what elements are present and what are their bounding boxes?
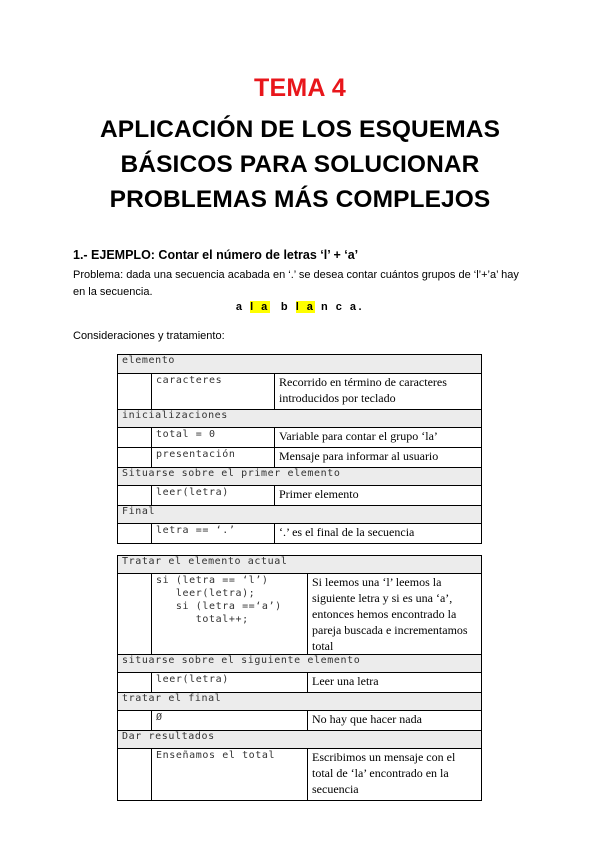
description-cell: Recorrido en término de caracteres introducidos por teclado xyxy=(275,374,482,410)
indent-cell xyxy=(118,574,152,655)
indent-cell xyxy=(118,374,152,410)
indent-cell xyxy=(118,711,152,731)
indent-cell xyxy=(118,486,152,506)
indent-cell xyxy=(118,428,152,448)
scheme-table-2 xyxy=(117,555,482,801)
indent-cell xyxy=(118,749,152,801)
code-cell: caracteres xyxy=(152,374,275,410)
description-cell: Primer elemento xyxy=(275,486,482,506)
description-cell: Mensaje para informar al usuario xyxy=(275,448,482,468)
sample-highlight: l a xyxy=(250,301,270,313)
considerations-label: Consideraciones y tratamiento: xyxy=(73,330,225,342)
code-cell: leer(letra) xyxy=(152,486,275,506)
indent-cell xyxy=(118,524,152,544)
chapter-title-line: APLICACIÓN DE LOS ESQUEMAS xyxy=(99,116,501,143)
chapter-title xyxy=(0,112,600,217)
section-row-situarse-siguiente: situarse sobre el siguiente elemento xyxy=(118,655,482,673)
section-row-situarse: Situarse sobre el primer elemento xyxy=(118,468,482,486)
chapter-number: TEMA 4 xyxy=(254,74,346,102)
section-row-inicializaciones: inicializaciones xyxy=(118,410,482,428)
section-row-dar-resultados: Dar resultados xyxy=(118,731,482,749)
problem-statement xyxy=(73,267,543,301)
problem-line: en la secuencia. xyxy=(73,286,153,298)
code-cell: presentación xyxy=(152,448,275,468)
indent-cell xyxy=(118,448,152,468)
sample-sequence xyxy=(0,301,600,313)
chapter-title-line: PROBLEMAS MÁS COMPLEJOS xyxy=(109,186,491,213)
code-cell: total = 0 xyxy=(152,428,275,448)
sample-text: b xyxy=(269,301,296,313)
section-row-final: Final xyxy=(118,506,482,524)
code-cell: letra == ‘.’ xyxy=(152,524,275,544)
code-cell: Enseñamos el total xyxy=(152,749,308,801)
code-cell: si (letra == ‘l’) leer(letra); si (letra ==‘a’) total++; xyxy=(152,574,308,655)
description-cell: Variable para contar el grupo ‘la’ xyxy=(275,428,482,448)
description-cell: ‘.’ es el final de la secuencia xyxy=(275,524,482,544)
description-cell: Si leemos una ‘l’ leemos la siguiente letra y si es una ‘a’, entonces hemos encontrado la pareja buscada e incrementamos total xyxy=(308,574,482,655)
sample-text: n c a. xyxy=(315,301,365,313)
indent-cell xyxy=(118,673,152,693)
section-row-elemento: elemento xyxy=(118,355,482,374)
description-cell: Escribimos un mensaje con el total de ‘la’ encontrado en la secuencia xyxy=(308,749,482,801)
code-cell: leer(letra) xyxy=(152,673,308,693)
problem-line: Problema: dada una secuencia acabada en ‘.’ se desea contar cuántos grupos de ‘l’+’a’ hay xyxy=(73,269,519,281)
code-cell: Ø xyxy=(152,711,308,731)
scheme-table-1 xyxy=(117,354,482,544)
section-row-tratar: Tratar el elemento actual xyxy=(118,556,482,574)
chapter-title-line: BÁSICOS PARA SOLUCIONAR xyxy=(120,151,480,178)
sample-text: a xyxy=(235,301,251,313)
description-cell: No hay que hacer nada xyxy=(308,711,482,731)
sample-highlight: l a xyxy=(295,301,316,313)
description-cell: Leer una letra xyxy=(308,673,482,693)
section-heading: 1.- EJEMPLO: Contar el número de letras ‘l’ + ‘a’ xyxy=(73,248,359,262)
section-row-tratar-final: tratar el final xyxy=(118,693,482,711)
